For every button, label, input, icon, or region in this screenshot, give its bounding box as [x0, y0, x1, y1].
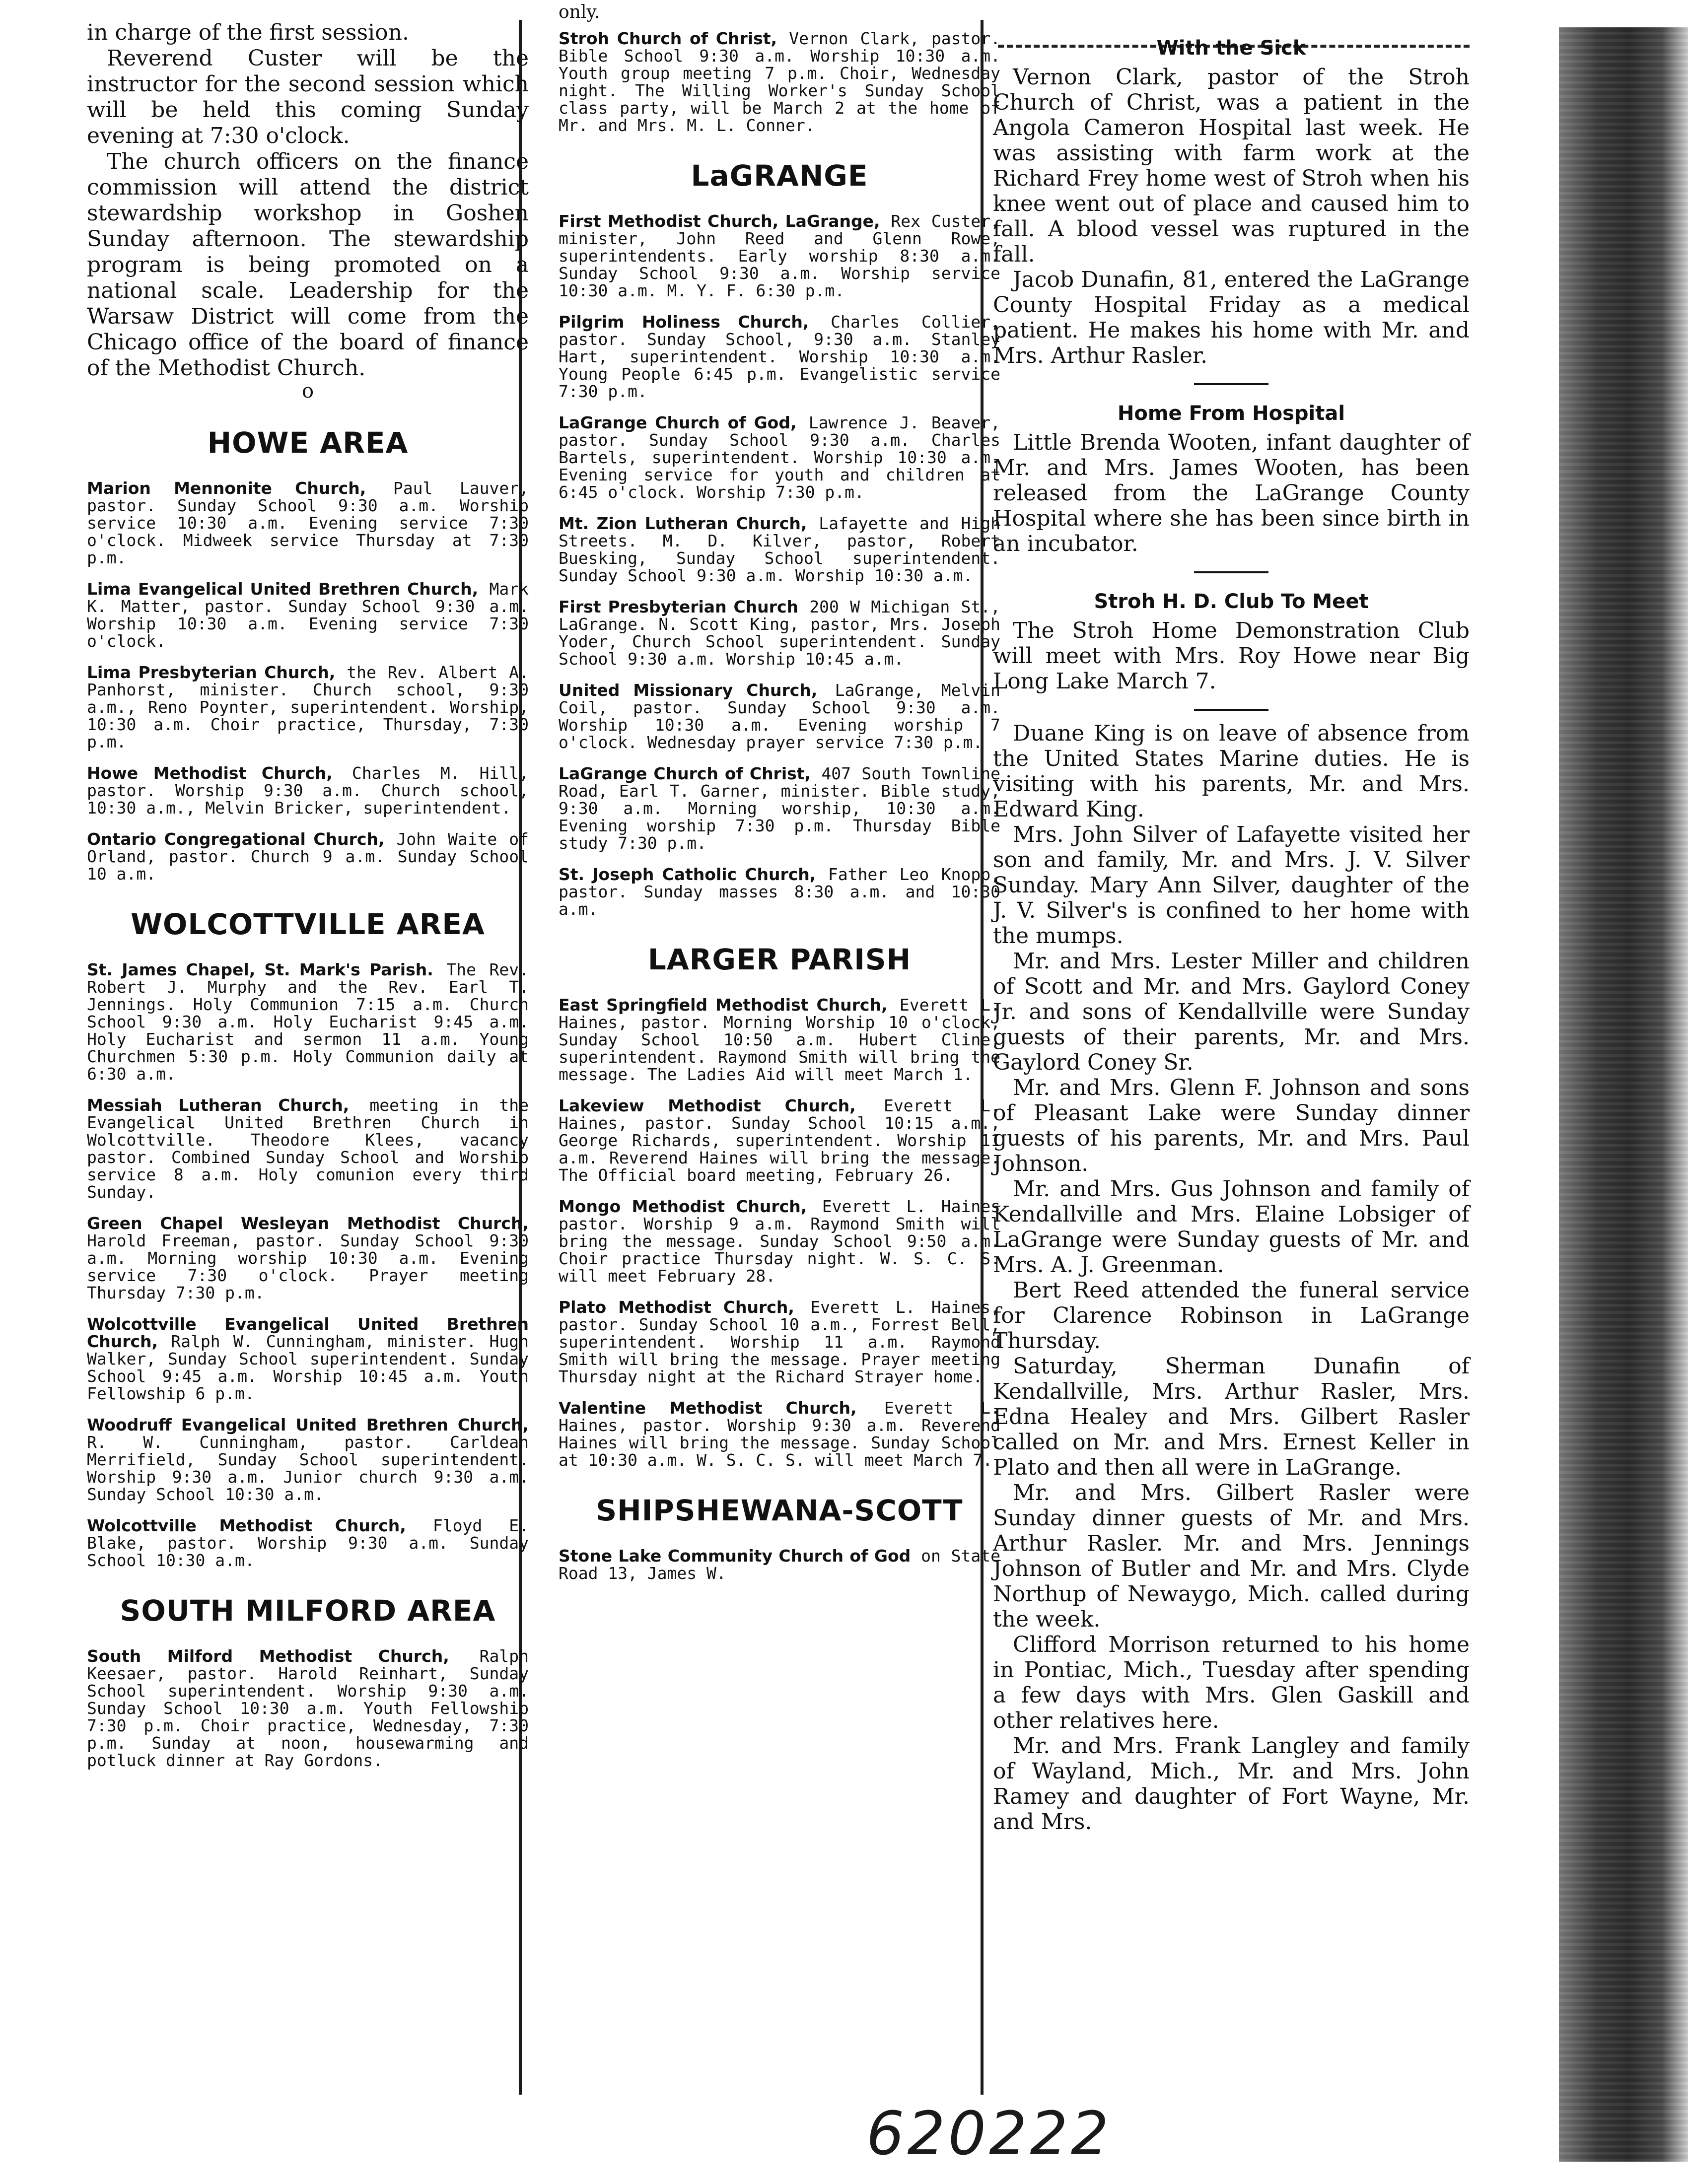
church-listing [87, 1517, 529, 1569]
church-name: Stone Lake Community Church of God [559, 1546, 911, 1566]
social-news-blocks [993, 37, 1470, 1835]
church-listing [87, 580, 529, 650]
church-listing [559, 1547, 1000, 1582]
column-two [559, 2, 1001, 2105]
church-name: Wolcottville Evangelical United Brethren Church, [87, 1314, 529, 1351]
church-listing [87, 830, 529, 883]
church-listing [87, 1315, 529, 1402]
article-paragraph: in charge of the first session. [87, 20, 409, 45]
church-name: Ontario Congregational Church, [87, 829, 385, 849]
church-listing [559, 1097, 1000, 1184]
church-listing [559, 598, 1000, 668]
church-details: John Waite of Orland, pastor. Church 9 a.m. Sunday School 10 a.m. [87, 829, 529, 884]
news-paragraph: Duane King is on leave of absence from the United States Marine duties. He is visiting with his parents, Mr. and Mrs. Edward King. [993, 721, 1470, 822]
news-paragraph: Saturday, Sherman Dunafin of Kendallville, Mrs. Arthur Rasler, Mrs. Edna Healey and Mrs. Gilbert Rasler called on Mr. and Mrs. Ernest Keller in Plato and then all were in LaGrange. [993, 1354, 1470, 1480]
news-paragraph: Mr. and Mrs. Frank Langley and family of Wayland, Mich., Mr. and Mrs. John Ramey and daughter of Fort Wayne, Mr. and Mrs. [993, 1733, 1470, 1835]
news-paragraph: Mr. and Mrs. Gilbert Rasler were Sunday dinner guests of Mr. and Mrs. Arthur Rasler. Mr. and Mrs. Jennings Johnson of Butler and Mr. and Mrs. Clyde Northup of Newaygo, Mich. called during the week. [993, 1480, 1470, 1632]
church-details: Rex Custer, minister, John Reed and Glenn Rowe, superintendents. Early worship 8:30 a.m. Sunday School 9:30 a.m. Worship service 10:30 a.m. M. Y. F. 6:30 p.m. [559, 211, 1000, 300]
area-heading: SOUTH MILFORD AREA [120, 1594, 496, 1628]
church-name: United Missionary Church, [559, 681, 818, 700]
church-name: First Methodist Church, LaGrange, [559, 211, 880, 231]
area-heading: SHIPSHEWANA-SCOTT [596, 1494, 963, 1527]
church-listing [559, 1198, 1000, 1285]
church-details: the Rev. Albert A. Panhorst, minister. Church school, 9:30 a.m., Reno Poynter, superintendent. Worship, 10:30 a.m. Choir practice, Thursday, 7:30 p.m. [87, 663, 529, 751]
news-paragraph: Jacob Dunafin, 81, entered the LaGrange County Hospital Friday as a medical patient. He makes his home with Mr. and Mrs. Arthur Rasler. [993, 267, 1470, 368]
church-listing [559, 866, 1000, 918]
church-details: R. W. Cunningham, pastor. Carldean Merrifield, Sunday School superintendent. Worship 9:30 a.m. Junior church 9:30 a.m. Sunday School 10:30 a.m. [87, 1433, 529, 1504]
article-separator: o [301, 380, 314, 403]
news-paragraph: Vernon Clark, pastor of the Stroh Church of Christ, was a patient in the Angola Cameron Hospital last week. He was assisting with farm work at the Richard Frey home west of Stroh when his knee went out of place and caused him to fall. A blood vessel was ruptured in the fall. [993, 65, 1470, 267]
church-details: Everett L. Haines, pastor. Sunday School 10:15 a.m., George Richards, superintendent. Worship 11 a.m. Reverend Haines will bring the message. The Official board meeting, February 26. [559, 1096, 1000, 1185]
church-details: Father Leo Knopp, pastor. Sunday masses 8:30 a.m. and 10:30 a.m. [559, 865, 1000, 919]
news-paragraph: Mr. and Mrs. Gus Johnson and family of Kendallville and Mrs. Elaine Lobsiger of LaGrange were Sunday guests of Mr. and Mrs. A. J. Greenman. [993, 1176, 1470, 1278]
church-details: Ralph W. Cunningham, minister. Hugh Walker, Sunday School superintendent. Sunday School 9:45 a.m. Worship 10:45 a.m. Youth Fellowship 6 p.m. [87, 1332, 529, 1403]
church-details: 200 W Michigan St., LaGrange. N. Scott King, pastor, Mrs. Joseph Yoder, Church School superintendent. Sunday School 9:30 a.m. Worship 10:45 a.m. [559, 597, 1000, 669]
church-details: Everett L. Haines pastor. Worship 9 a.m. Raymond Smith will bring the message. Sunday School 9:50 a.m. Choir practice Thursday night. W. S. C. S. will meet February 28. [559, 1197, 1000, 1286]
church-name: LaGrange Church of Christ, [559, 764, 811, 783]
news-paragraph: Mr. and Mrs. Lester Miller and children of Scott and Mr. and Mrs. Gaylord Coney Jr. and sons of Kendallville were Sunday guests of their parents, Mr. and Mrs. Gaylord Coney Sr. [993, 949, 1470, 1075]
article-paragraph: The church officers on the finance commission will attend the district stewardship workshop in Goshen Sunday afternoon. The stewardship program is being promoted on a national scale. Leadership for the Warsaw District will come from the Chicago office of the board of finance of the Methodist Church. [87, 149, 529, 381]
church-name: Wolcottville Methodist Church, [87, 1516, 406, 1535]
church-name: St. James Chapel, St. Mark's Parish. [87, 960, 433, 979]
church-details: Vernon Clark, pastor. Bible School 9:30 a.m. Worship 10:30 a.m. Youth group meeting 7 p.m. Choir, Wednesday night. The Willing Worker's Sunday School class party, will be March 2 at the home of Mr. and Mrs. M. L. Conner. [559, 29, 1001, 135]
column-two-top-items [559, 30, 1000, 134]
church-listing [87, 764, 529, 817]
news-heading: With the Sick [1156, 37, 1306, 60]
church-details: The Rev. Robert J. Murphy and the Rev. Earl T. Jennings. Holy Communion 7:15 a.m. Church School 9:30 a.m. Holy Eucharist 9:45 a.m. Holy Eucharist and sermon 11 a.m. Young Churchmen 5:30 p.m. Holy Communion daily at 6:30 a.m. [87, 960, 529, 1084]
methodist-intro-article [87, 20, 529, 381]
news-paragraph: Bert Reed attended the funeral service for Clarence Robinson in LaGrange Thursday. [993, 1278, 1470, 1354]
church-details: Lafayette and High Streets. M. D. Kilver, pastor, Robert Buesking, Sunday School superintendent. Sunday School 9:30 a.m. Worship 10:30 a.m. [559, 514, 1000, 585]
church-listing [87, 1215, 529, 1301]
column-three [993, 20, 1470, 2105]
church-details: meeting in the Evangelical United Brethren Church in Wolcottville. Theodore Klees, vacancy pastor. Combined Sunday School and Worship service 8 a.m. Holy comunion every third Sunday. [87, 1095, 529, 1202]
partial-top-text: only. [559, 2, 600, 22]
news-paragraph: Mrs. John Silver of Lafayette visited her son and family, Mr. and Mrs. J. V. Silver Sunday. Mary Ann Silver, daughter of the J. V. Silver's is confined to her home with the mumps. [993, 822, 1470, 949]
church-listing [559, 765, 1000, 852]
church-name: Plato Methodist Church, [559, 1297, 794, 1317]
church-listing [87, 1647, 529, 1769]
short-separator-rule [1194, 571, 1268, 573]
church-details: Harold Freeman, pastor. Sunday School 9:30 a.m. Morning worship 10:30 a.m. Evening service 7:30 o'clock. Prayer meeting Thursday 7:30 p.m. [87, 1231, 529, 1302]
church-details: Everett L. Haines, pastor. Morning Worship 10 o'clock, Sunday School 10:50 a.m. Hubert Cline, superintendent. Raymond Smith will bring the message. The Ladies Aid will meet March 1. [559, 995, 1001, 1084]
article-paragraph: Reverend Custer will be the instructor for the second session which will be held this coming Sunday evening at 7:30 o'clock. [87, 46, 529, 148]
church-listing [559, 1298, 1000, 1385]
area-heading: WOLCOTTVILLE AREA [131, 907, 485, 941]
church-name: Messiah Lutheran Church, [87, 1095, 350, 1115]
area-heading: HOWE AREA [207, 426, 409, 460]
news-paragraph: Clifford Morrison returned to his home in Pontiac, Mich., Tuesday after spending a few days with Mrs. Glen Gaskill and other relatives here. [993, 1632, 1470, 1733]
church-listing [559, 212, 1000, 299]
church-listing [87, 961, 529, 1083]
church-name: Lakeview Methodist Church, [559, 1096, 856, 1115]
church-name: Woodruff Evangelical United Brethren Church, [87, 1415, 529, 1434]
church-name: East Springfield Methodist Church, [559, 995, 888, 1015]
area-heading: LaGRANGE [691, 159, 868, 193]
church-name: Stroh Church of Christ, [559, 29, 777, 48]
news-heading: Stroh H. D. Club To Meet [1094, 590, 1369, 613]
church-name: Lima Evangelical United Brethren Church, [87, 579, 479, 599]
church-name: First Presbyterian Church [559, 597, 798, 616]
church-details: Everett L. Haines, pastor. Worship 9:30 a.m. Reverend Haines will bring the message. Sunday School at 10:30 a.m. W. S. C. S. will meet March 7. [559, 1398, 1000, 1470]
church-name: Lima Presbyterian Church, [87, 663, 336, 682]
church-name: Green Chapel Wesleyan Methodist Church, [87, 1214, 529, 1233]
church-details: Floyd E. Blake, pastor. Worship 9:30 a.m. Sunday School 10:30 a.m. [87, 1516, 529, 1570]
church-name: Valentine Methodist Church, [559, 1398, 857, 1418]
church-details: Paul Lauver, pastor. Sunday School 9:30 a.m. Worship service 10:30 a.m. Evening service 7:30 o'clock. Midweek service Thursday at 7:30 p.m. [87, 478, 529, 567]
church-name: Mongo Methodist Church, [559, 1197, 807, 1216]
church-name: South Milford Methodist Church, [87, 1646, 449, 1666]
church-listing [559, 414, 1000, 501]
church-details: Lawrence J. Beaver, pastor. Sunday School 9:30 a.m. Charles Bartels, superintendent. Worship 10:30 a.m. Evening service for youth and children at 6:45 o'clock. Worship 7:30 p.m. [559, 413, 1000, 502]
church-listing [559, 682, 1000, 751]
church-listing [87, 664, 529, 751]
church-details: Everett L. Haines, pastor. Sunday School 10 a.m., Forrest Bell, superintendent. Worship 11 a.m. Raymond Smith will bring the message. Prayer meeting Thursday night at the Richard Strayer home. [559, 1297, 1000, 1386]
church-listing [559, 313, 1000, 400]
church-details: Ralph Keesaer, pastor. Harold Reinhart, Sunday School superintendent. Worship 9:30 a.m. Sunday School 10:30 a.m. Youth Fellowship 7:30 p.m. Choir practice, Wednesday, 7:30 p.m. Sunday at noon, housewarming and potluck dinner at Ray Gordons. [87, 1646, 529, 1770]
area-heading: LARGER PARISH [647, 943, 912, 976]
church-listing [87, 1096, 529, 1201]
church-details: Mark K. Matter, pastor. Sunday School 9:30 a.m. Worship 10:30 a.m. Evening service 7:30 o'clock. [87, 579, 529, 651]
short-separator-rule [1194, 383, 1268, 385]
church-listing [559, 996, 1000, 1083]
column-one-sections [87, 426, 529, 1769]
church-name: Mt. Zion Lutheran Church, [559, 514, 807, 533]
church-listing [87, 1416, 529, 1503]
news-heading: Home From Hospital [1117, 402, 1345, 425]
column-one [87, 20, 529, 2105]
news-paragraph: Little Brenda Wooten, infant daughter of Mr. and Mrs. James Wooten, has been released from the LaGrange County Hospital where she has been since birth in an incubator. [993, 430, 1470, 556]
church-details: 407 South Townline Road, Earl T. Garner, minister. Bible study, 9:30 a.m. Morning worship, 10:30 a.m. Evening worship 7:30 p.m. Thursday Bible study 7:30 p.m. [559, 764, 1000, 853]
church-listing [559, 1399, 1000, 1469]
church-name: LaGrange Church of God, [559, 413, 797, 432]
church-listing [559, 30, 1000, 134]
church-details: Charles M. Hill, pastor. Worship 9:30 a.m. Church school, 10:30 a.m., Melvin Bricker, superintendent. [87, 763, 529, 818]
column-two-sections [559, 159, 1000, 1582]
church-details: Charles Collier, pastor. Sunday School, 9:30 a.m. Stanley Hart, superintendent. Worship 10:30 a.m. Young People 6:45 p.m. Evangelistic service 7:30 p.m. [559, 312, 1000, 401]
church-details: LaGrange, Melvin Coil, pastor. Sunday School 9:30 a.m. Worship 10:30 a.m. Evening worship 7 o'clock. Wednesday prayer service 7:30 p.m. [559, 681, 1000, 752]
church-name: Pilgrim Holiness Church, [559, 312, 809, 332]
scan-dark-edge [1559, 27, 1688, 2162]
church-listing [559, 515, 1000, 584]
news-paragraph: The Stroh Home Demonstration Club will meet with Mrs. Roy Howe near Big Long Lake March 7. [993, 618, 1470, 694]
church-listing [87, 479, 529, 566]
short-separator-rule [1194, 709, 1268, 711]
church-details: on State Road 13, James W. [559, 1546, 1000, 1583]
church-name: Howe Methodist Church, [87, 763, 333, 783]
church-name: St. Joseph Catholic Church, [559, 865, 816, 884]
handwritten-date-number: 620222 [866, 2100, 1112, 2169]
church-name: Marion Mennonite Church, [87, 478, 366, 498]
news-paragraph: Mr. and Mrs. Glenn F. Johnson and sons of Pleasant Lake were Sunday dinner guests of his parents, Mr. and Mrs. Paul Johnson. [993, 1075, 1470, 1176]
